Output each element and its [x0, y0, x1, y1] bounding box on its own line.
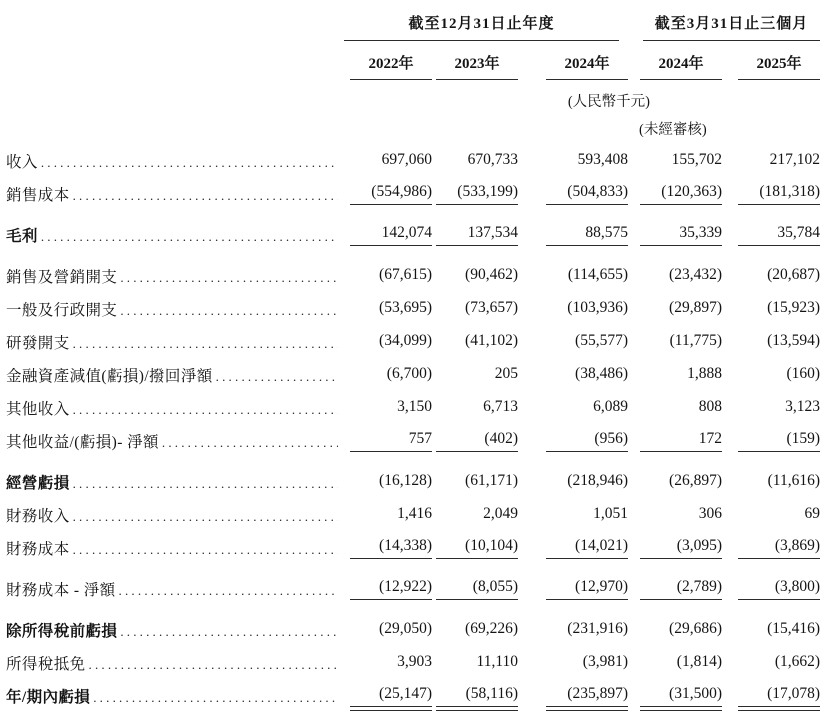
value-cell: (67,615) [379, 266, 432, 283]
dot-leader [213, 369, 338, 385]
value-cell: 1,051 [593, 505, 628, 522]
value-cell: 142,074 [350, 224, 432, 246]
value-cell: (15,416) [767, 620, 821, 637]
value-cell: 3,123 [785, 398, 821, 415]
row-label: 財務成本 [6, 541, 70, 558]
value-cell: (114,655) [567, 266, 628, 283]
table-row-selling-expenses [6, 246, 820, 287]
year-header-row [6, 41, 820, 80]
value-cell: 593,408 [577, 151, 628, 168]
value-cell: (55,577) [575, 332, 628, 349]
value-cell: 35,784 [738, 224, 820, 246]
value-cell: (6,700) [386, 365, 432, 382]
value-cell: (53,695) [379, 299, 432, 316]
value-cell: (29,686) [669, 620, 722, 637]
dot-leader [70, 188, 338, 204]
value-cell: 137,534 [436, 224, 518, 246]
row-label: 銷售成本 [6, 187, 70, 204]
row-label: 財務收入 [6, 508, 70, 525]
value-cell: (34,099) [379, 332, 432, 349]
year-column-header: 2023年 [436, 41, 518, 80]
row-label: 年/期內虧損 [6, 689, 91, 706]
value-cell: (3,095) [640, 537, 722, 559]
value-cell: (73,657) [465, 299, 518, 316]
value-cell: (20,687) [767, 266, 821, 283]
value-cell: (23,432) [669, 266, 722, 283]
dot-leader [70, 402, 338, 418]
value-cell: (38,486) [575, 365, 628, 382]
value-cell: (31,500) [640, 685, 722, 707]
value-cell: (25,147) [350, 685, 432, 707]
value-cell: (3,981) [582, 653, 628, 670]
dot-leader [159, 435, 338, 451]
dot-leader [70, 542, 338, 558]
year-column-header: 2024年 [546, 41, 628, 80]
row-label: 金融資產減值(虧損)/撥回淨額 [6, 368, 213, 385]
currency-unit-note: (人民幣千元) [567, 94, 650, 110]
value-cell: (231,916) [567, 620, 628, 637]
table-row-operating-loss [6, 452, 820, 493]
value-cell: (103,936) [567, 299, 628, 316]
table-row-cost-of-sales [6, 172, 820, 205]
value-cell: (16,128) [379, 472, 432, 489]
income-statement-table [6, 12, 820, 707]
value-cell: (8,055) [436, 578, 518, 600]
row-label: 收入 [6, 154, 38, 171]
dot-leader [116, 583, 338, 599]
table-row-finance-costs [6, 526, 820, 559]
value-cell: (69,226) [465, 620, 518, 637]
dot-leader [70, 509, 338, 525]
dot-leader [86, 657, 338, 673]
value-cell: 3,150 [397, 398, 432, 415]
table-row-revenue [6, 139, 820, 172]
unaudited-note: (未經審核) [639, 122, 707, 138]
value-cell: (120,363) [640, 183, 722, 205]
row-label: 其他收益/(虧損)- 淨額 [6, 434, 159, 451]
table-row-impairment [6, 353, 820, 386]
value-cell: (402) [436, 430, 518, 452]
dot-leader [38, 155, 338, 171]
value-cell: (956) [546, 430, 628, 452]
value-cell: (11,616) [767, 472, 821, 489]
value-cell: 69 [804, 505, 821, 522]
value-cell: (218,946) [567, 472, 628, 489]
value-cell: (533,199) [436, 183, 518, 205]
value-cell: (504,833) [546, 183, 628, 205]
value-cell: 670,733 [467, 151, 518, 168]
value-cell: 11,110 [476, 653, 518, 670]
value-cell: (554,986) [350, 183, 432, 205]
value-cell: 172 [640, 430, 722, 452]
table-row-gross-profit [6, 205, 820, 246]
year-column-header: 2025年 [738, 41, 820, 80]
value-cell: (3,869) [738, 537, 820, 559]
table-row-income-tax-credit [6, 641, 820, 674]
dot-leader [70, 476, 338, 492]
value-cell: (12,970) [546, 578, 628, 600]
value-cell: (10,104) [436, 537, 518, 559]
value-cell: 808 [698, 398, 722, 415]
value-cell: (41,102) [465, 332, 518, 349]
row-label: 經營虧損 [6, 475, 70, 492]
value-cell: (17,078) [738, 685, 820, 707]
value-cell: 2,049 [483, 505, 518, 522]
table-row-other-gains-net [6, 419, 820, 452]
year-column-header: 2022年 [350, 41, 432, 80]
value-cell: 205 [494, 365, 518, 382]
table-row-admin-expenses [6, 287, 820, 320]
table-row-other-income [6, 386, 820, 419]
year-column-header: 2024年 [640, 41, 722, 80]
table-row-loss-for-period [6, 674, 820, 707]
value-cell: 35,339 [640, 224, 722, 246]
value-cell: (14,338) [350, 537, 432, 559]
value-cell: 757 [350, 430, 432, 452]
value-cell: 697,060 [381, 151, 432, 168]
row-label: 其他收入 [6, 401, 70, 418]
dot-leader [117, 624, 338, 640]
dot-leader [117, 303, 338, 319]
value-cell: 217,102 [769, 151, 821, 168]
value-cell: (159) [738, 430, 820, 452]
row-label: 銷售及營銷開支 [6, 269, 118, 286]
unaudited-note-row [6, 111, 820, 139]
value-cell: (90,462) [465, 266, 518, 283]
value-cell: 1,888 [687, 365, 722, 382]
value-cell: (11,775) [669, 332, 722, 349]
value-cell: (181,318) [738, 183, 820, 205]
row-label: 一般及行政開支 [6, 302, 118, 319]
row-label: 除所得稅前虧損 [6, 623, 118, 640]
value-cell: (3,800) [738, 578, 820, 600]
table-row-rd-expenses [6, 320, 820, 353]
value-cell: (15,923) [767, 299, 821, 316]
value-cell: (2,789) [640, 578, 722, 600]
value-cell: 6,713 [483, 398, 518, 415]
table-row-loss-before-tax [6, 600, 820, 641]
value-cell: (13,594) [767, 332, 821, 349]
value-cell: (235,897) [546, 685, 628, 707]
value-cell: (160) [786, 365, 821, 382]
value-cell: (14,021) [546, 537, 628, 559]
value-cell: (12,922) [350, 578, 432, 600]
table-row-finance-income [6, 493, 820, 526]
row-label: 財務成本 - 淨額 [6, 582, 116, 599]
value-cell: (29,897) [669, 299, 722, 316]
dot-leader [117, 270, 338, 286]
value-cell: 1,416 [397, 505, 432, 522]
value-cell: (61,171) [465, 472, 518, 489]
period-group-header-annual: 截至12月31日止年度 [344, 12, 619, 41]
value-cell: 306 [698, 505, 722, 522]
value-cell: 155,702 [671, 151, 722, 168]
row-label: 毛利 [6, 228, 38, 245]
value-cell: (29,050) [379, 620, 432, 637]
period-group-header-quarter: 截至3月31日止三個月 [643, 12, 820, 41]
value-cell: (1,814) [676, 653, 722, 670]
row-label: 所得稅抵免 [6, 656, 86, 673]
dot-leader [90, 690, 338, 706]
value-cell: 3,903 [397, 653, 432, 670]
value-cell: (58,116) [436, 685, 518, 707]
period-group-row [6, 12, 820, 41]
table-row-finance-costs-net [6, 559, 820, 600]
row-label: 研發開支 [6, 335, 70, 352]
value-cell: (26,897) [669, 472, 722, 489]
value-cell: 6,089 [593, 398, 628, 415]
unit-note-row [6, 80, 820, 111]
dot-leader [70, 336, 338, 352]
value-cell: (1,662) [774, 653, 821, 670]
value-cell: 88,575 [546, 224, 628, 246]
dot-leader [38, 229, 338, 245]
